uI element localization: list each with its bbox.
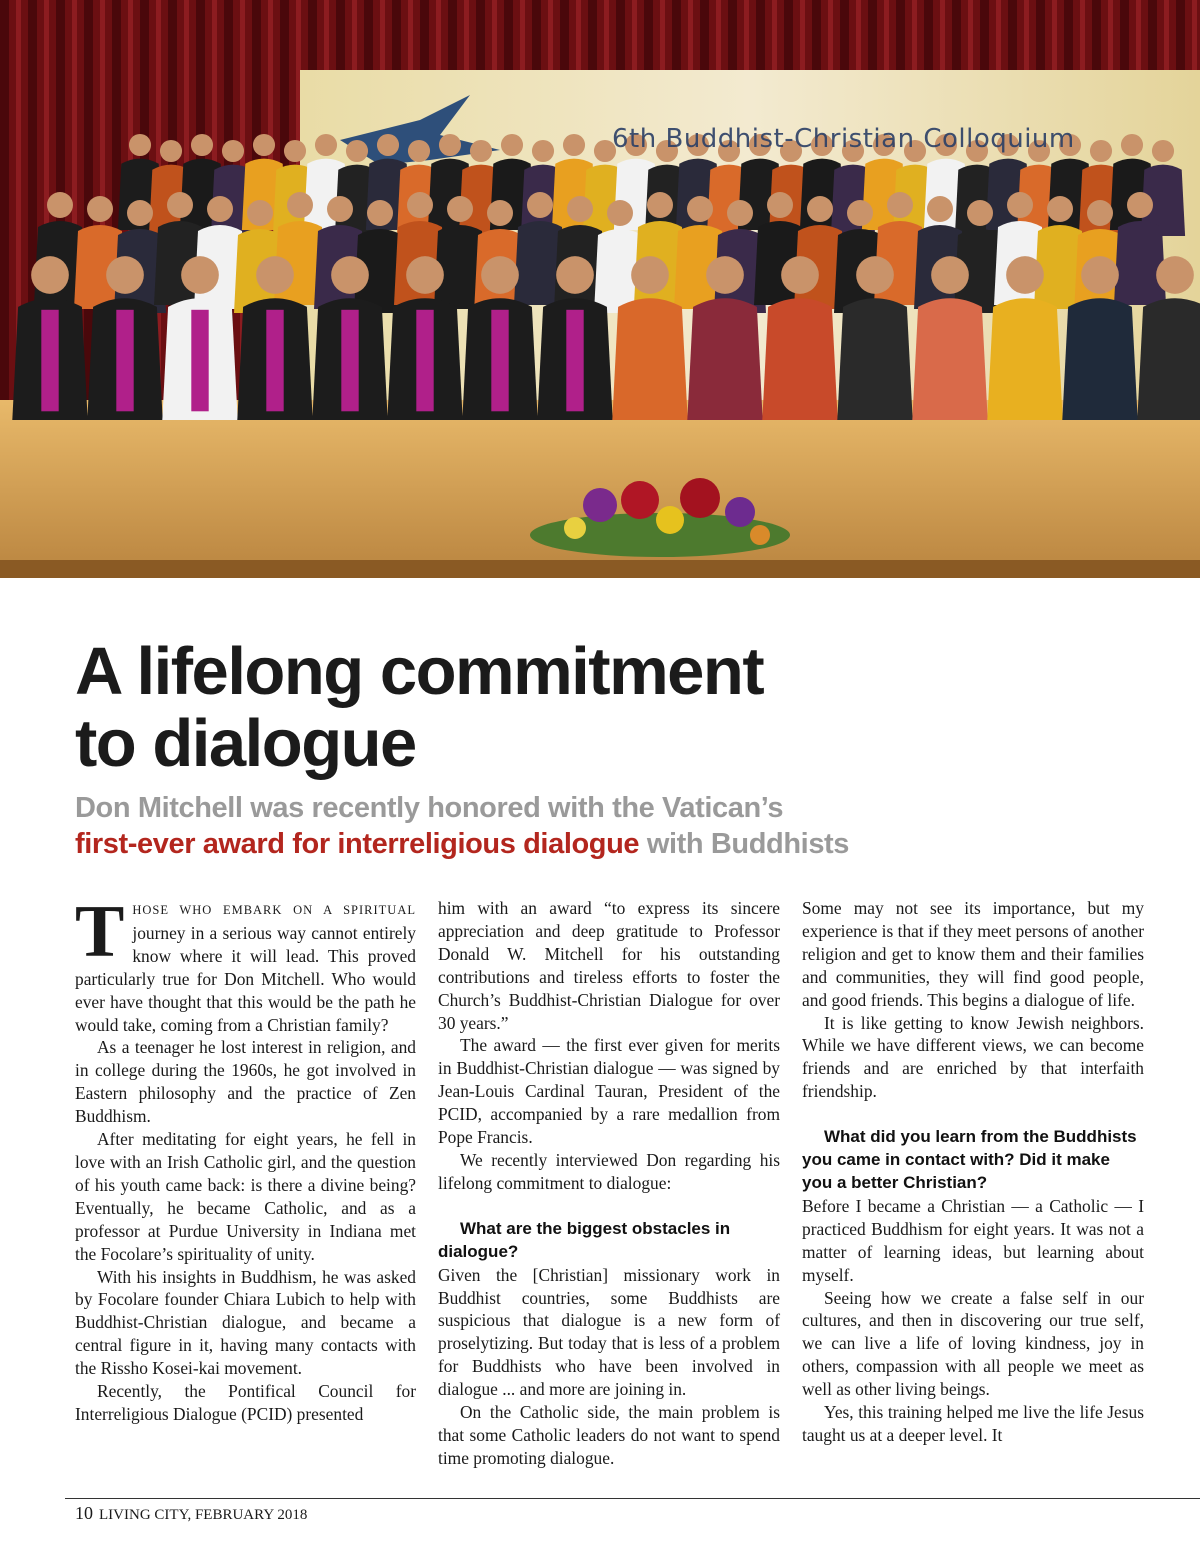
attendee-head bbox=[487, 200, 513, 226]
headline-line-2: to dialogue bbox=[75, 706, 416, 781]
attendee-head bbox=[1047, 196, 1073, 222]
attendee-head bbox=[287, 192, 313, 218]
attendee-sash bbox=[416, 310, 433, 412]
attendee-head bbox=[327, 196, 353, 222]
attendee-body bbox=[1114, 221, 1166, 305]
attendee-sash bbox=[266, 310, 283, 412]
paragraph bbox=[75, 891, 416, 1036]
paragraph: him with an award “to express its sincere appreciation and deep gratitude to Professor Donald W. Mitchell for his outstanding contributions and tireless efforts to foster the Church’s Buddhist-Christian Dialogue for over 30 years.” bbox=[438, 898, 780, 1033]
page-number: 10 bbox=[75, 1503, 93, 1523]
attendee-head bbox=[967, 200, 993, 226]
paragraph: We recently interviewed Don regarding his lifelong commitment to dialogue: bbox=[438, 1149, 780, 1193]
paragraph: After meditating for eight years, he fell in love with an Irish Catholic girl, and the question of his youth came back: is there a divine being? Eventually, he became Catholic, and as a professor at Purdue University in Indiana met the Focolare’s spirituality of unity. bbox=[75, 1129, 416, 1264]
paragraph-text: journey in a serious way cannot entirely know where it will lead. This proved particularly true for Don Mitchell. Who would ever have thought that this would be the path he would take, coming from a Christian family? bbox=[75, 922, 416, 1035]
subhead-highlight: first-ever award for interreligious dialogue bbox=[75, 828, 640, 860]
subhead-tail: with Buddhists bbox=[639, 828, 850, 860]
attendee-head bbox=[1087, 200, 1113, 226]
attendee-head bbox=[1090, 140, 1112, 162]
attendee-body bbox=[1137, 298, 1200, 420]
footer-rule bbox=[65, 1498, 1200, 1499]
text-column-1 bbox=[75, 891, 416, 1426]
attendee-head bbox=[1006, 256, 1044, 294]
attendee-head bbox=[447, 196, 473, 222]
attendee-head bbox=[31, 256, 69, 294]
attendee-head bbox=[191, 134, 213, 156]
subheadline bbox=[75, 790, 1175, 862]
attendee-sash bbox=[191, 310, 208, 412]
attendee-body bbox=[912, 298, 987, 420]
attendee-head bbox=[167, 192, 193, 218]
attendee-head bbox=[532, 140, 554, 162]
group-photo-illustration bbox=[0, 0, 1200, 578]
attendee-head bbox=[527, 192, 553, 218]
subhead-line-2 bbox=[75, 826, 1175, 862]
attendee-sash bbox=[491, 310, 508, 412]
attendee-head bbox=[377, 134, 399, 156]
attendee-head bbox=[247, 200, 273, 226]
attendee-head bbox=[501, 134, 523, 156]
attendee-sash bbox=[341, 310, 358, 412]
attendee-head bbox=[563, 134, 585, 156]
attendee-head bbox=[160, 140, 182, 162]
attendee-body bbox=[687, 298, 762, 420]
attendee-head bbox=[727, 200, 753, 226]
paragraph: Some may not see its importance, but my experience is that if they meet persons of another religion and get to know them and their families and communities, they will find good people, and good friends. This begins a dialogue of life. bbox=[802, 898, 1144, 1010]
attendee-head bbox=[807, 196, 833, 222]
attendee-head bbox=[706, 256, 744, 294]
headline bbox=[75, 636, 1155, 780]
paragraph: The award — the first ever given for merits in Buddhist-Christian dialogue — was signed by Jean-Louis Cardinal Tauran, President of the PCID, accompanied by a rare medallion from Pope Francis. bbox=[438, 1035, 780, 1148]
attendee-head bbox=[284, 140, 306, 162]
drop-cap: T bbox=[75, 891, 125, 973]
attendee-sash bbox=[41, 310, 58, 412]
paragraph: Seeing how we create a false self in our cultures, and then in discovering our true self, we can live a life of loving kindness, joy in others, compassion with all people we meet as well as other living beings. bbox=[802, 1287, 1144, 1400]
paragraph: As a teenager he lost interest in religion, and in college during the 1960s, he got involved in Eastern philosophy and the practice of Zen Buddhism. bbox=[75, 1037, 416, 1127]
banner-caption: 6th Buddhist-Christian Colloquium bbox=[612, 124, 1075, 154]
attendee-head bbox=[331, 256, 369, 294]
attendee-head bbox=[406, 256, 444, 294]
paragraph: Given the [Christian] missionary work in Buddhist countries, some Buddhists are suspicious that dialogue is a new form of proselytizing. But today that is less of a problem for Buddhists who have been involved in dialogue ... and more are joining in. bbox=[438, 1264, 780, 1400]
paragraph: Before I became a Christian — a Catholic — I practiced Buddhism for eight years. It was not a matter of learning ideas, but learning about myself. bbox=[802, 1195, 1144, 1285]
attendee-head bbox=[407, 192, 433, 218]
attendee-head bbox=[856, 256, 894, 294]
attendee-head bbox=[927, 196, 953, 222]
attendee-head bbox=[181, 256, 219, 294]
lead-in-smallcaps: HOSE WHO EMBARK ON A SPIRITUAL bbox=[132, 903, 416, 917]
attendee-head bbox=[556, 256, 594, 294]
attendee-head bbox=[781, 256, 819, 294]
publication-line: LIVING CITY, FEBRUARY 2018 bbox=[99, 1507, 308, 1523]
attendee-head bbox=[567, 196, 593, 222]
attendee-head bbox=[767, 192, 793, 218]
attendee-head bbox=[931, 256, 969, 294]
headline-line-1: A lifelong commitment bbox=[75, 634, 764, 709]
attendee-sash bbox=[566, 310, 583, 412]
group-of-attendees bbox=[12, 134, 1200, 420]
interview-question: What are the biggest obstacles in dialogue? bbox=[438, 1218, 731, 1261]
attendee-head bbox=[408, 140, 430, 162]
attendee-head bbox=[847, 200, 873, 226]
attendee-body bbox=[987, 298, 1062, 420]
attendee-head bbox=[47, 192, 73, 218]
paragraph: It is like getting to know Jewish neighbors. While we have different views, we can become friends and are enriched by that interfaith friendship. bbox=[802, 1012, 1144, 1102]
attendee-head bbox=[439, 134, 461, 156]
attendee-body bbox=[837, 298, 912, 420]
attendee-head bbox=[129, 134, 151, 156]
paragraph: With his insights in Buddhism, he was asked by Focolare founder Chiara Lubich to help with Buddhist-Christian dialogue, and became a central figure in it, having many contacts with the Rissho Kosei-kai movement. bbox=[75, 1266, 416, 1379]
attendee-head bbox=[315, 134, 337, 156]
attendee-head bbox=[631, 256, 669, 294]
attendee-head bbox=[647, 192, 673, 218]
attendee-head bbox=[481, 256, 519, 294]
attendee-head bbox=[253, 134, 275, 156]
page-footer bbox=[75, 1503, 307, 1524]
subhead-line-1: Don Mitchell was recently honored with the Vatican’s bbox=[75, 792, 784, 824]
attendee-head bbox=[1007, 192, 1033, 218]
paragraph: On the Catholic side, the main problem is that some Catholic leaders do not want to spend time promoting dialogue. bbox=[438, 1402, 780, 1468]
attendee-head bbox=[1156, 256, 1194, 294]
attendee-head bbox=[367, 200, 393, 226]
attendee-head bbox=[687, 196, 713, 222]
text-column-2 bbox=[438, 897, 780, 1470]
attendee-head bbox=[607, 200, 633, 226]
attendee-head bbox=[1152, 140, 1174, 162]
attendee-head bbox=[87, 196, 113, 222]
paragraph: Yes, this training helped me live the life Jesus taught us at a deeper level. It bbox=[802, 1402, 1144, 1445]
group-photo bbox=[0, 0, 1200, 578]
attendee-head bbox=[256, 256, 294, 294]
attendee-head bbox=[127, 200, 153, 226]
interview-question: What did you learn from the Buddhists you came in contact with? Did it make you a better Christian? bbox=[802, 1127, 1137, 1192]
attendee-head bbox=[207, 196, 233, 222]
attendee-head bbox=[470, 140, 492, 162]
attendee-head bbox=[1081, 256, 1119, 294]
attendee-sash bbox=[116, 310, 133, 412]
attendee-body bbox=[762, 298, 837, 420]
attendee-head bbox=[1127, 192, 1153, 218]
attendee-head bbox=[887, 192, 913, 218]
attendee-head bbox=[346, 140, 368, 162]
attendee-body bbox=[612, 298, 687, 420]
text-column-3 bbox=[802, 897, 1144, 1447]
attendee-head bbox=[1121, 134, 1143, 156]
attendee-head bbox=[222, 140, 244, 162]
attendee-head bbox=[106, 256, 144, 294]
paragraph: Recently, the Pontifical Council for Interreligious Dialogue (PCID) presented bbox=[75, 1381, 416, 1424]
attendee-body bbox=[1062, 298, 1137, 420]
